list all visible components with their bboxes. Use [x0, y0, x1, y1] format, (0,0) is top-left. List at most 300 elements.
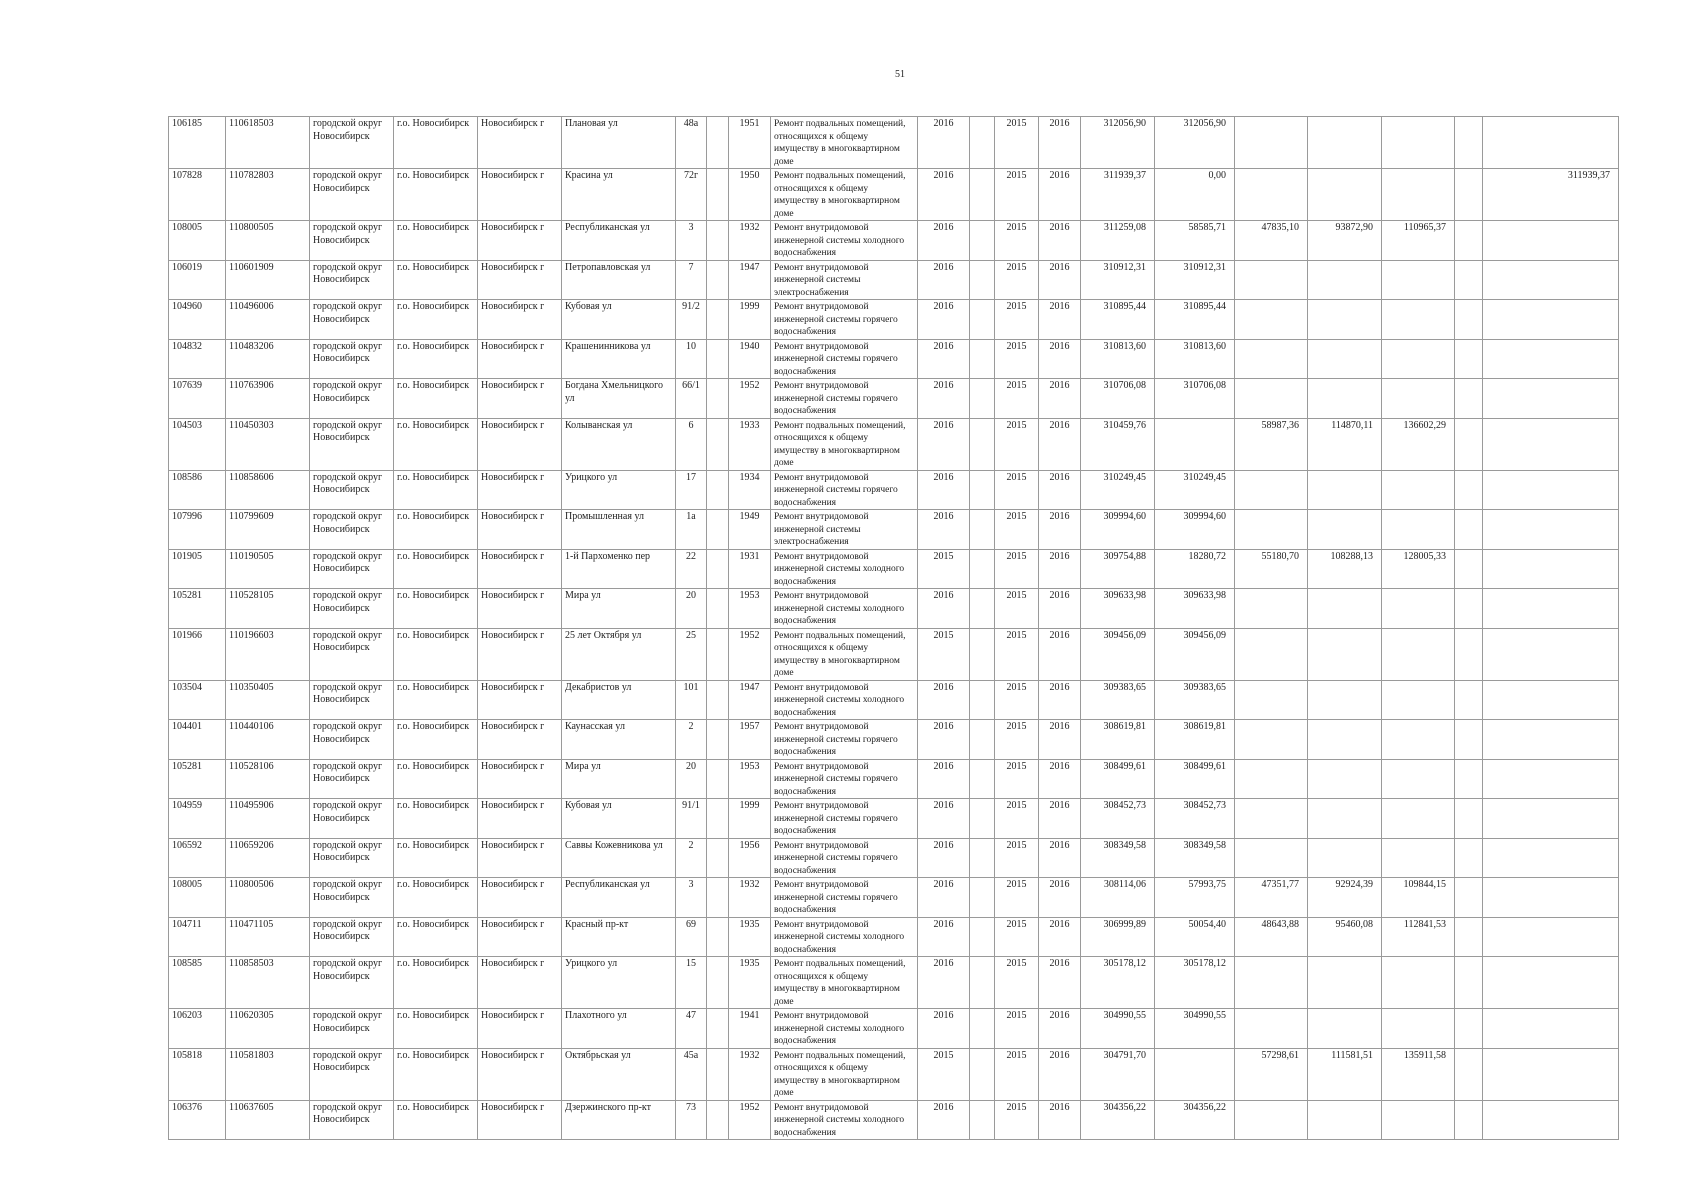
year-built-cell: 1951	[729, 117, 771, 169]
object-code-cell: 110763906	[226, 379, 310, 419]
municipality-cell: городской округ Новосибирск	[310, 1048, 394, 1100]
total-cost-cell: 306999,89	[1081, 917, 1155, 957]
house-number-cell: 3	[676, 221, 707, 261]
work-type-cell: Ремонт подвальных помещений, относящихся к общему имуществу в многоквартирном доме	[771, 418, 918, 470]
period-start-cell: 2015	[995, 759, 1039, 799]
period-start-cell: 2015	[995, 799, 1039, 839]
total-cost-cell: 310813,60	[1081, 339, 1155, 379]
year-built-cell: 1947	[729, 260, 771, 300]
object-code-cell: 110799609	[226, 510, 310, 550]
funding-6-cell	[1483, 1100, 1619, 1140]
table-row	[169, 117, 1619, 169]
building-cell	[707, 549, 729, 589]
house-id-cell: 105281	[169, 589, 226, 629]
blank-cell	[970, 418, 995, 470]
funding-4-cell	[1382, 628, 1455, 680]
funding-1-cell: 305178,12	[1155, 957, 1235, 1009]
blank-cell	[970, 759, 995, 799]
funding-2-cell	[1235, 680, 1308, 720]
municipality-cell: городской округ Новосибирск	[310, 510, 394, 550]
funding-2-cell	[1235, 470, 1308, 510]
house-id-cell: 104832	[169, 339, 226, 379]
total-cost-cell: 310459,76	[1081, 418, 1155, 470]
house-number-cell: 3	[676, 878, 707, 918]
total-cost-cell: 312056,90	[1081, 117, 1155, 169]
table-row	[169, 1100, 1619, 1140]
house-number-cell: 91/2	[676, 300, 707, 340]
funding-5-cell	[1455, 799, 1483, 839]
funding-5-cell	[1455, 379, 1483, 419]
work-type-cell: Ремонт внутридомовой инженерной системы холодного водоснабжения	[771, 1009, 918, 1049]
object-code-cell: 110528105	[226, 589, 310, 629]
period-start-cell: 2015	[995, 917, 1039, 957]
funding-5-cell	[1455, 117, 1483, 169]
work-type-cell: Ремонт внутридомовой инженерной системы холодного водоснабжения	[771, 549, 918, 589]
funding-3-cell: 114870,11	[1308, 418, 1382, 470]
street-cell: Промышленная ул	[562, 510, 676, 550]
blank-cell	[970, 379, 995, 419]
street-cell: Мира ул	[562, 589, 676, 629]
period-end-cell: 2016	[1039, 680, 1081, 720]
funding-3-cell	[1308, 680, 1382, 720]
funding-5-cell	[1455, 1100, 1483, 1140]
object-code-cell: 110618503	[226, 117, 310, 169]
city-cell: Новосибирск г	[478, 838, 562, 878]
period-start-cell: 2015	[995, 1009, 1039, 1049]
year-built-cell: 1932	[729, 221, 771, 261]
house-number-cell: 48а	[676, 117, 707, 169]
funding-3-cell	[1308, 589, 1382, 629]
object-code-cell: 110471105	[226, 917, 310, 957]
house-number-cell: 45а	[676, 1048, 707, 1100]
funding-1-cell: 310249,45	[1155, 470, 1235, 510]
table-row	[169, 720, 1619, 760]
street-cell: Плановая ул	[562, 117, 676, 169]
funding-1-cell: 310813,60	[1155, 339, 1235, 379]
municipality-cell: городской округ Новосибирск	[310, 260, 394, 300]
funding-5-cell	[1455, 957, 1483, 1009]
house-id-cell: 106376	[169, 1100, 226, 1140]
work-type-cell: Ремонт внутридомовой инженерной системы горячего водоснабжения	[771, 759, 918, 799]
period-end-cell: 2016	[1039, 799, 1081, 839]
house-number-cell: 22	[676, 549, 707, 589]
table-row	[169, 169, 1619, 221]
house-number-cell: 69	[676, 917, 707, 957]
settlement-cell: г.о. Новосибирск	[394, 720, 478, 760]
funding-2-cell	[1235, 379, 1308, 419]
municipality-cell: городской округ Новосибирск	[310, 300, 394, 340]
city-cell: Новосибирск г	[478, 589, 562, 629]
work-type-cell: Ремонт внутридомовой инженерной системы горячего водоснабжения	[771, 470, 918, 510]
object-code-cell: 110528106	[226, 759, 310, 799]
total-cost-cell: 308619,81	[1081, 720, 1155, 760]
year-built-cell: 1935	[729, 957, 771, 1009]
funding-6-cell	[1483, 260, 1619, 300]
table-body	[169, 117, 1619, 1140]
city-cell: Новосибирск г	[478, 628, 562, 680]
funding-6-cell	[1483, 379, 1619, 419]
work-type-cell: Ремонт подвальных помещений, относящихся к общему имуществу в многоквартирном доме	[771, 169, 918, 221]
street-cell: Кубовая ул	[562, 300, 676, 340]
funding-1-cell: 310912,31	[1155, 260, 1235, 300]
planned-year-cell: 2016	[918, 917, 970, 957]
municipality-cell: городской округ Новосибирск	[310, 680, 394, 720]
period-end-cell: 2016	[1039, 1009, 1081, 1049]
funding-4-cell	[1382, 1100, 1455, 1140]
city-cell: Новосибирск г	[478, 680, 562, 720]
house-id-cell: 106185	[169, 117, 226, 169]
funding-2-cell: 48643,88	[1235, 917, 1308, 957]
blank-cell	[970, 1009, 995, 1049]
settlement-cell: г.о. Новосибирск	[394, 759, 478, 799]
blank-cell	[970, 169, 995, 221]
total-cost-cell: 309994,60	[1081, 510, 1155, 550]
funding-5-cell	[1455, 680, 1483, 720]
building-cell	[707, 589, 729, 629]
funding-5-cell	[1455, 169, 1483, 221]
period-end-cell: 2016	[1039, 260, 1081, 300]
funding-4-cell: 109844,15	[1382, 878, 1455, 918]
object-code-cell: 110858503	[226, 957, 310, 1009]
funding-6-cell	[1483, 917, 1619, 957]
funding-4-cell	[1382, 589, 1455, 629]
object-code-cell: 110350405	[226, 680, 310, 720]
blank-cell	[970, 720, 995, 760]
period-start-cell: 2015	[995, 589, 1039, 629]
funding-4-cell: 110965,37	[1382, 221, 1455, 261]
table-row	[169, 838, 1619, 878]
settlement-cell: г.о. Новосибирск	[394, 917, 478, 957]
funding-3-cell	[1308, 957, 1382, 1009]
funding-2-cell: 47351,77	[1235, 878, 1308, 918]
total-cost-cell: 308452,73	[1081, 799, 1155, 839]
planned-year-cell: 2016	[918, 1009, 970, 1049]
municipality-cell: городской округ Новосибирск	[310, 1100, 394, 1140]
funding-1-cell: 50054,40	[1155, 917, 1235, 957]
object-code-cell: 110190505	[226, 549, 310, 589]
funding-6-cell	[1483, 470, 1619, 510]
building-cell	[707, 117, 729, 169]
table-row	[169, 221, 1619, 261]
building-cell	[707, 221, 729, 261]
street-cell: Саввы Кожевникова ул	[562, 838, 676, 878]
total-cost-cell: 304791,70	[1081, 1048, 1155, 1100]
year-built-cell: 1953	[729, 589, 771, 629]
year-built-cell: 1941	[729, 1009, 771, 1049]
funding-4-cell: 135911,58	[1382, 1048, 1455, 1100]
funding-3-cell	[1308, 117, 1382, 169]
funding-1-cell: 309633,98	[1155, 589, 1235, 629]
municipality-cell: городской округ Новосибирск	[310, 878, 394, 918]
funding-3-cell	[1308, 1009, 1382, 1049]
work-type-cell: Ремонт внутридомовой инженерной системы электроснабжения	[771, 260, 918, 300]
planned-year-cell: 2015	[918, 628, 970, 680]
planned-year-cell: 2016	[918, 510, 970, 550]
city-cell: Новосибирск г	[478, 169, 562, 221]
page-number: 51	[895, 69, 905, 80]
year-built-cell: 1932	[729, 878, 771, 918]
period-start-cell: 2015	[995, 260, 1039, 300]
funding-6-cell	[1483, 221, 1619, 261]
total-cost-cell: 311259,08	[1081, 221, 1155, 261]
street-cell: Урицкого ул	[562, 470, 676, 510]
object-code-cell: 110450303	[226, 418, 310, 470]
funding-6-cell	[1483, 1009, 1619, 1049]
total-cost-cell: 305178,12	[1081, 957, 1155, 1009]
funding-6-cell	[1483, 510, 1619, 550]
city-cell: Новосибирск г	[478, 799, 562, 839]
period-start-cell: 2015	[995, 169, 1039, 221]
funding-6-cell	[1483, 878, 1619, 918]
municipality-cell: городской округ Новосибирск	[310, 549, 394, 589]
street-cell: Республиканская ул	[562, 221, 676, 261]
street-cell: Красный пр-кт	[562, 917, 676, 957]
object-code-cell: 110601909	[226, 260, 310, 300]
work-type-cell: Ремонт подвальных помещений, относящихся к общему имуществу в многоквартирном доме	[771, 117, 918, 169]
house-number-cell: 73	[676, 1100, 707, 1140]
settlement-cell: г.о. Новосибирск	[394, 117, 478, 169]
municipality-cell: городской округ Новосибирск	[310, 838, 394, 878]
object-code-cell: 110800506	[226, 878, 310, 918]
municipality-cell: городской округ Новосибирск	[310, 418, 394, 470]
settlement-cell: г.о. Новосибирск	[394, 470, 478, 510]
funding-5-cell	[1455, 720, 1483, 760]
period-start-cell: 2015	[995, 838, 1039, 878]
house-number-cell: 66/1	[676, 379, 707, 419]
building-cell	[707, 838, 729, 878]
total-cost-cell: 309456,09	[1081, 628, 1155, 680]
funding-1-cell: 304356,22	[1155, 1100, 1235, 1140]
work-type-cell: Ремонт внутридомовой инженерной системы горячего водоснабжения	[771, 838, 918, 878]
blank-cell	[970, 260, 995, 300]
funding-1-cell: 18280,72	[1155, 549, 1235, 589]
planned-year-cell: 2016	[918, 117, 970, 169]
planned-year-cell: 2016	[918, 838, 970, 878]
year-built-cell: 1952	[729, 379, 771, 419]
funding-3-cell: 92924,39	[1308, 878, 1382, 918]
period-start-cell: 2015	[995, 1100, 1039, 1140]
funding-2-cell: 57298,61	[1235, 1048, 1308, 1100]
object-code-cell: 110196603	[226, 628, 310, 680]
year-built-cell: 1932	[729, 1048, 771, 1100]
city-cell: Новосибирск г	[478, 1100, 562, 1140]
period-start-cell: 2015	[995, 339, 1039, 379]
house-number-cell: 91/1	[676, 799, 707, 839]
city-cell: Новосибирск г	[478, 549, 562, 589]
building-cell	[707, 1009, 729, 1049]
building-cell	[707, 759, 729, 799]
house-number-cell: 7	[676, 260, 707, 300]
funding-6-cell	[1483, 589, 1619, 629]
period-end-cell: 2016	[1039, 759, 1081, 799]
object-code-cell: 110800505	[226, 221, 310, 261]
settlement-cell: г.о. Новосибирск	[394, 838, 478, 878]
street-cell: 1-й Пархоменко пер	[562, 549, 676, 589]
funding-1-cell: 308619,81	[1155, 720, 1235, 760]
object-code-cell: 110620305	[226, 1009, 310, 1049]
house-number-cell: 20	[676, 759, 707, 799]
house-id-cell: 104711	[169, 917, 226, 957]
city-cell: Новосибирск г	[478, 300, 562, 340]
house-number-cell: 15	[676, 957, 707, 1009]
year-built-cell: 1933	[729, 418, 771, 470]
work-type-cell: Ремонт внутридомовой инженерной системы горячего водоснабжения	[771, 379, 918, 419]
funding-2-cell	[1235, 260, 1308, 300]
funding-1-cell: 312056,90	[1155, 117, 1235, 169]
period-end-cell: 2016	[1039, 470, 1081, 510]
period-end-cell: 2016	[1039, 720, 1081, 760]
house-id-cell: 104401	[169, 720, 226, 760]
house-id-cell: 108005	[169, 221, 226, 261]
funding-1-cell: 310706,08	[1155, 379, 1235, 419]
city-cell: Новосибирск г	[478, 1048, 562, 1100]
funding-2-cell: 58987,36	[1235, 418, 1308, 470]
planned-year-cell: 2016	[918, 680, 970, 720]
street-cell: 25 лет Октября ул	[562, 628, 676, 680]
house-number-cell: 10	[676, 339, 707, 379]
funding-3-cell: 93872,90	[1308, 221, 1382, 261]
city-cell: Новосибирск г	[478, 221, 562, 261]
funding-6-cell	[1483, 418, 1619, 470]
funding-4-cell: 112841,53	[1382, 917, 1455, 957]
object-code-cell: 110440106	[226, 720, 310, 760]
funding-3-cell	[1308, 799, 1382, 839]
period-start-cell: 2015	[995, 379, 1039, 419]
funding-4-cell	[1382, 957, 1455, 1009]
blank-cell	[970, 1100, 995, 1140]
period-end-cell: 2016	[1039, 117, 1081, 169]
house-id-cell: 104503	[169, 418, 226, 470]
year-built-cell: 1935	[729, 917, 771, 957]
object-code-cell: 110659206	[226, 838, 310, 878]
funding-5-cell	[1455, 917, 1483, 957]
period-end-cell: 2016	[1039, 510, 1081, 550]
funding-3-cell	[1308, 260, 1382, 300]
funding-3-cell	[1308, 510, 1382, 550]
table-row	[169, 878, 1619, 918]
funding-4-cell	[1382, 169, 1455, 221]
house-id-cell: 104960	[169, 300, 226, 340]
settlement-cell: г.о. Новосибирск	[394, 878, 478, 918]
funding-5-cell	[1455, 838, 1483, 878]
funding-2-cell	[1235, 589, 1308, 629]
blank-cell	[970, 628, 995, 680]
year-built-cell: 1999	[729, 300, 771, 340]
building-cell	[707, 260, 729, 300]
work-type-cell: Ремонт внутридомовой инженерной системы холодного водоснабжения	[771, 221, 918, 261]
building-cell	[707, 720, 729, 760]
period-end-cell: 2016	[1039, 379, 1081, 419]
blank-cell	[970, 300, 995, 340]
planned-year-cell: 2016	[918, 759, 970, 799]
funding-6-cell	[1483, 720, 1619, 760]
municipality-cell: городской округ Новосибирск	[310, 799, 394, 839]
municipality-cell: городской округ Новосибирск	[310, 1009, 394, 1049]
planned-year-cell: 2016	[918, 1100, 970, 1140]
settlement-cell: г.о. Новосибирск	[394, 260, 478, 300]
settlement-cell: г.о. Новосибирск	[394, 1009, 478, 1049]
work-type-cell: Ремонт подвальных помещений, относящихся к общему имуществу в многоквартирном доме	[771, 1048, 918, 1100]
funding-5-cell	[1455, 300, 1483, 340]
house-number-cell: 101	[676, 680, 707, 720]
table-row	[169, 589, 1619, 629]
municipality-cell: городской округ Новосибирск	[310, 628, 394, 680]
settlement-cell: г.о. Новосибирск	[394, 549, 478, 589]
work-type-cell: Ремонт подвальных помещений, относящихся к общему имуществу в многоквартирном доме	[771, 957, 918, 1009]
total-cost-cell: 309383,65	[1081, 680, 1155, 720]
house-id-cell: 104959	[169, 799, 226, 839]
funding-1-cell: 57993,75	[1155, 878, 1235, 918]
funding-5-cell	[1455, 759, 1483, 799]
total-cost-cell: 308499,61	[1081, 759, 1155, 799]
total-cost-cell: 310912,31	[1081, 260, 1155, 300]
total-cost-cell: 311939,37	[1081, 169, 1155, 221]
settlement-cell: г.о. Новосибирск	[394, 418, 478, 470]
funding-4-cell	[1382, 838, 1455, 878]
city-cell: Новосибирск г	[478, 379, 562, 419]
work-type-cell: Ремонт внутридомовой инженерной системы холодного водоснабжения	[771, 680, 918, 720]
funding-2-cell	[1235, 720, 1308, 760]
building-cell	[707, 418, 729, 470]
table-row	[169, 759, 1619, 799]
table-row	[169, 418, 1619, 470]
house-id-cell: 106592	[169, 838, 226, 878]
period-end-cell: 2016	[1039, 1048, 1081, 1100]
blank-cell	[970, 510, 995, 550]
funding-3-cell	[1308, 470, 1382, 510]
funding-2-cell	[1235, 339, 1308, 379]
house-id-cell: 103504	[169, 680, 226, 720]
table-row	[169, 260, 1619, 300]
city-cell: Новосибирск г	[478, 117, 562, 169]
blank-cell	[970, 957, 995, 1009]
funding-1-cell: 308349,58	[1155, 838, 1235, 878]
total-cost-cell: 310249,45	[1081, 470, 1155, 510]
street-cell: Богдана Хмельницкого ул	[562, 379, 676, 419]
funding-4-cell	[1382, 720, 1455, 760]
funding-5-cell	[1455, 510, 1483, 550]
funding-3-cell	[1308, 720, 1382, 760]
house-id-cell: 107639	[169, 379, 226, 419]
table-row	[169, 379, 1619, 419]
city-cell: Новосибирск г	[478, 917, 562, 957]
year-built-cell: 1952	[729, 628, 771, 680]
house-number-cell: 6	[676, 418, 707, 470]
planned-year-cell: 2016	[918, 720, 970, 760]
funding-4-cell	[1382, 680, 1455, 720]
period-start-cell: 2015	[995, 549, 1039, 589]
building-cell	[707, 470, 729, 510]
object-code-cell: 110858606	[226, 470, 310, 510]
funding-2-cell	[1235, 799, 1308, 839]
building-cell	[707, 628, 729, 680]
municipality-cell: городской округ Новосибирск	[310, 589, 394, 629]
funding-6-cell	[1483, 957, 1619, 1009]
settlement-cell: г.о. Новосибирск	[394, 589, 478, 629]
total-cost-cell: 304356,22	[1081, 1100, 1155, 1140]
funding-3-cell	[1308, 300, 1382, 340]
object-code-cell: 110581803	[226, 1048, 310, 1100]
house-id-cell: 101905	[169, 549, 226, 589]
building-cell	[707, 680, 729, 720]
funding-2-cell: 47835,10	[1235, 221, 1308, 261]
blank-cell	[970, 680, 995, 720]
street-cell: Кубовая ул	[562, 799, 676, 839]
house-number-cell: 20	[676, 589, 707, 629]
total-cost-cell: 309633,98	[1081, 589, 1155, 629]
funding-6-cell	[1483, 117, 1619, 169]
year-built-cell: 1952	[729, 1100, 771, 1140]
